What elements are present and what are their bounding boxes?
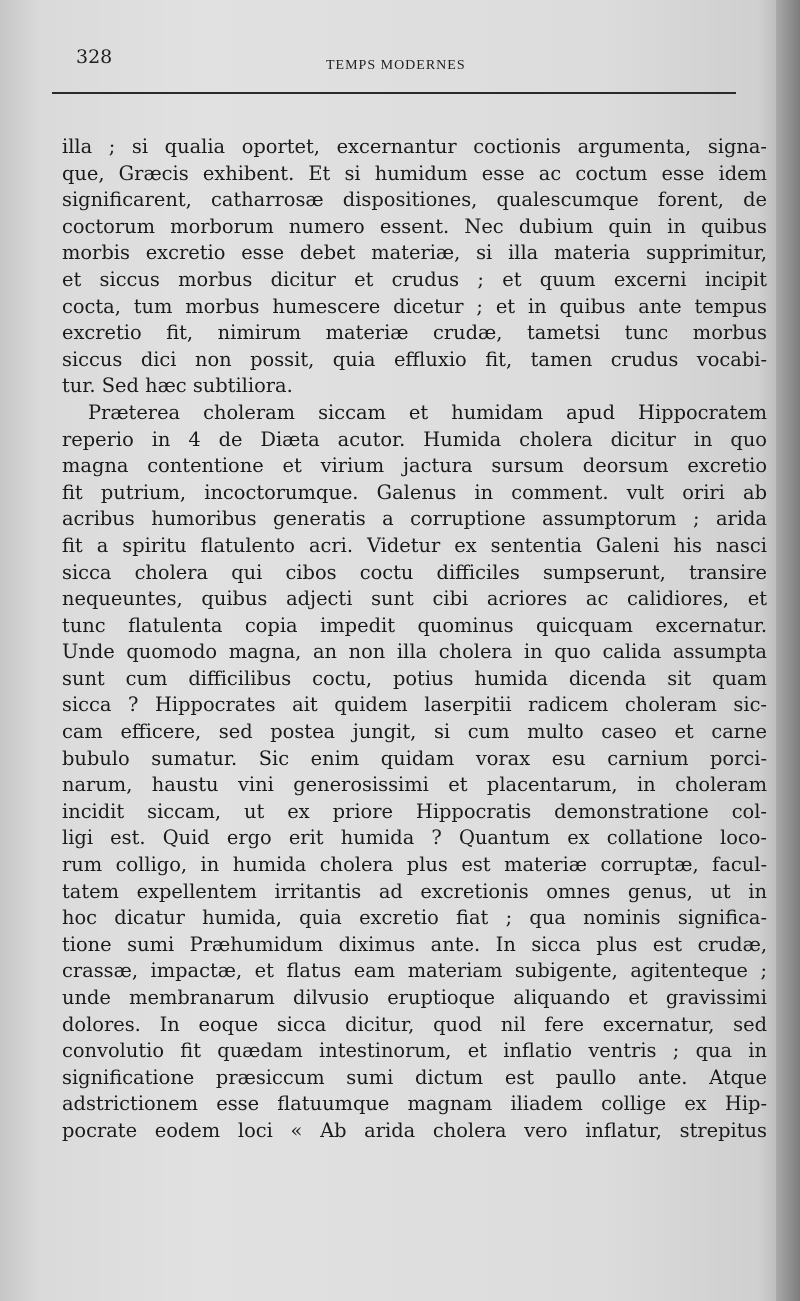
body-text bbox=[62, 134, 767, 1145]
text-line: crassæ, impactæ, et flatus eam materiam subigente, agitenteque ; bbox=[62, 959, 767, 983]
text-line: dolores. In eoque sicca dicitur, quod nil fere excernatur, sed bbox=[62, 1012, 767, 1036]
text-line: excretio fit, nimirum materiæ crudæ, tametsi tunc morbus bbox=[62, 321, 767, 345]
text-line: reperio in 4 de Diæta acutor. Humida cholera dicitur in quo bbox=[62, 427, 767, 451]
text-line: sicca ? Hippocrates ait quidem laserpitii radicem choleram sic- bbox=[62, 693, 767, 717]
text-line: morbis excretio esse debet materiæ, si illa materia supprimitur, bbox=[62, 241, 767, 265]
text-line: tione sumi Præhumidum diximus ante. In sicca plus est crudæ, bbox=[62, 932, 767, 956]
text-line: significatione præsiccum sumi dictum est paullo ante. Atque bbox=[62, 1065, 767, 1089]
text-line: narum, haustu vini generosissimi et placentarum, in choleram bbox=[62, 773, 767, 797]
text-line: significarent, catharrosæ dispositiones, qualescumque forent, de bbox=[62, 188, 767, 212]
text-line: coctorum morborum numero essent. Nec dubium quin in quibus bbox=[62, 214, 767, 238]
text-line: illa ; si qualia oportet, excernantur coctionis argumenta, signa- bbox=[62, 135, 767, 158]
header-rule bbox=[52, 92, 736, 94]
running-title: TEMPS MODERNES bbox=[326, 58, 466, 73]
text-line: fit putrium, incoctorumque. Galenus in comment. vult oriri ab bbox=[62, 480, 767, 504]
text-line: nequeuntes, quibus adjecti sunt cibi acriores ac calidiores, et bbox=[62, 587, 767, 611]
page-number: 328 bbox=[76, 46, 113, 68]
text-line: et siccus morbus dicitur et crudus ; et quum excerni incipit bbox=[62, 267, 767, 291]
text-line: Unde quomodo magna, an non illa cholera in quo calida assumpta bbox=[62, 640, 767, 664]
text-line: magna contentione et virium jactura sursum deorsum excretio bbox=[62, 454, 767, 478]
text-line: incidit siccam, ut ex priore Hippocratis demonstratione col- bbox=[62, 799, 767, 823]
text-line: fit a spiritu flatulento acri. Videtur ex sententia Galeni his nasci bbox=[62, 533, 767, 557]
text-line: cocta, tum morbus humescere dicetur ; et in quibus ante tempus bbox=[62, 294, 767, 318]
text-line: unde membranarum dilvusio eruptioque aliquando et gravissimi bbox=[62, 986, 767, 1009]
text-line: que, Græcis exhibent. Et si humidum esse ac coctum esse idem bbox=[62, 161, 767, 185]
text-line: sunt cum difficilibus coctu, potius humida dicenda sit quam bbox=[62, 666, 767, 690]
page-edge-shadow bbox=[776, 0, 800, 1301]
text-line: hoc dicatur humida, quia excretio fiat ; qua nominis significa- bbox=[62, 906, 767, 930]
text-line: pocrate eodem loci « Ab arida cholera vero inflatur, strepitus bbox=[62, 1118, 767, 1142]
text-line: acribus humoribus generatis a corruptione assumptorum ; arida bbox=[62, 507, 767, 531]
text-line: cam efficere, sed postea jungit, si cum multo caseo et carne bbox=[62, 720, 767, 744]
text-line: Præterea choleram siccam et humidam apud Hippocratem bbox=[88, 400, 767, 424]
text-line: ligi est. Quid ergo erit humida ? Quantum ex collatione loco- bbox=[62, 826, 767, 850]
text-line: bubulo sumatur. Sic enim quidam vorax esu carnium porci- bbox=[62, 746, 767, 770]
text-line: tunc flatulenta copia impedit quominus quicquam excernatur. bbox=[62, 613, 767, 637]
text-line: adstrictionem esse flatuumque magnam iliadem collige ex Hip- bbox=[62, 1092, 767, 1116]
text-line: convolutio fit quædam intestinorum, et inflatio ventris ; qua in bbox=[62, 1039, 767, 1063]
text-line: sicca cholera qui cibos coctu difficiles sumpserunt, transire bbox=[62, 560, 767, 584]
text-line: tatem expellentem irritantis ad excretionis omnes genus, ut in bbox=[62, 879, 767, 903]
text-line: rum colligo, in humida cholera plus est materiæ corruptæ, facul- bbox=[62, 853, 767, 877]
text-line: tur. Sed hæc subtiliora. bbox=[62, 374, 293, 398]
text-line: siccus dici non possit, quia effluxio fit, tamen crudus vocabi- bbox=[62, 347, 767, 371]
